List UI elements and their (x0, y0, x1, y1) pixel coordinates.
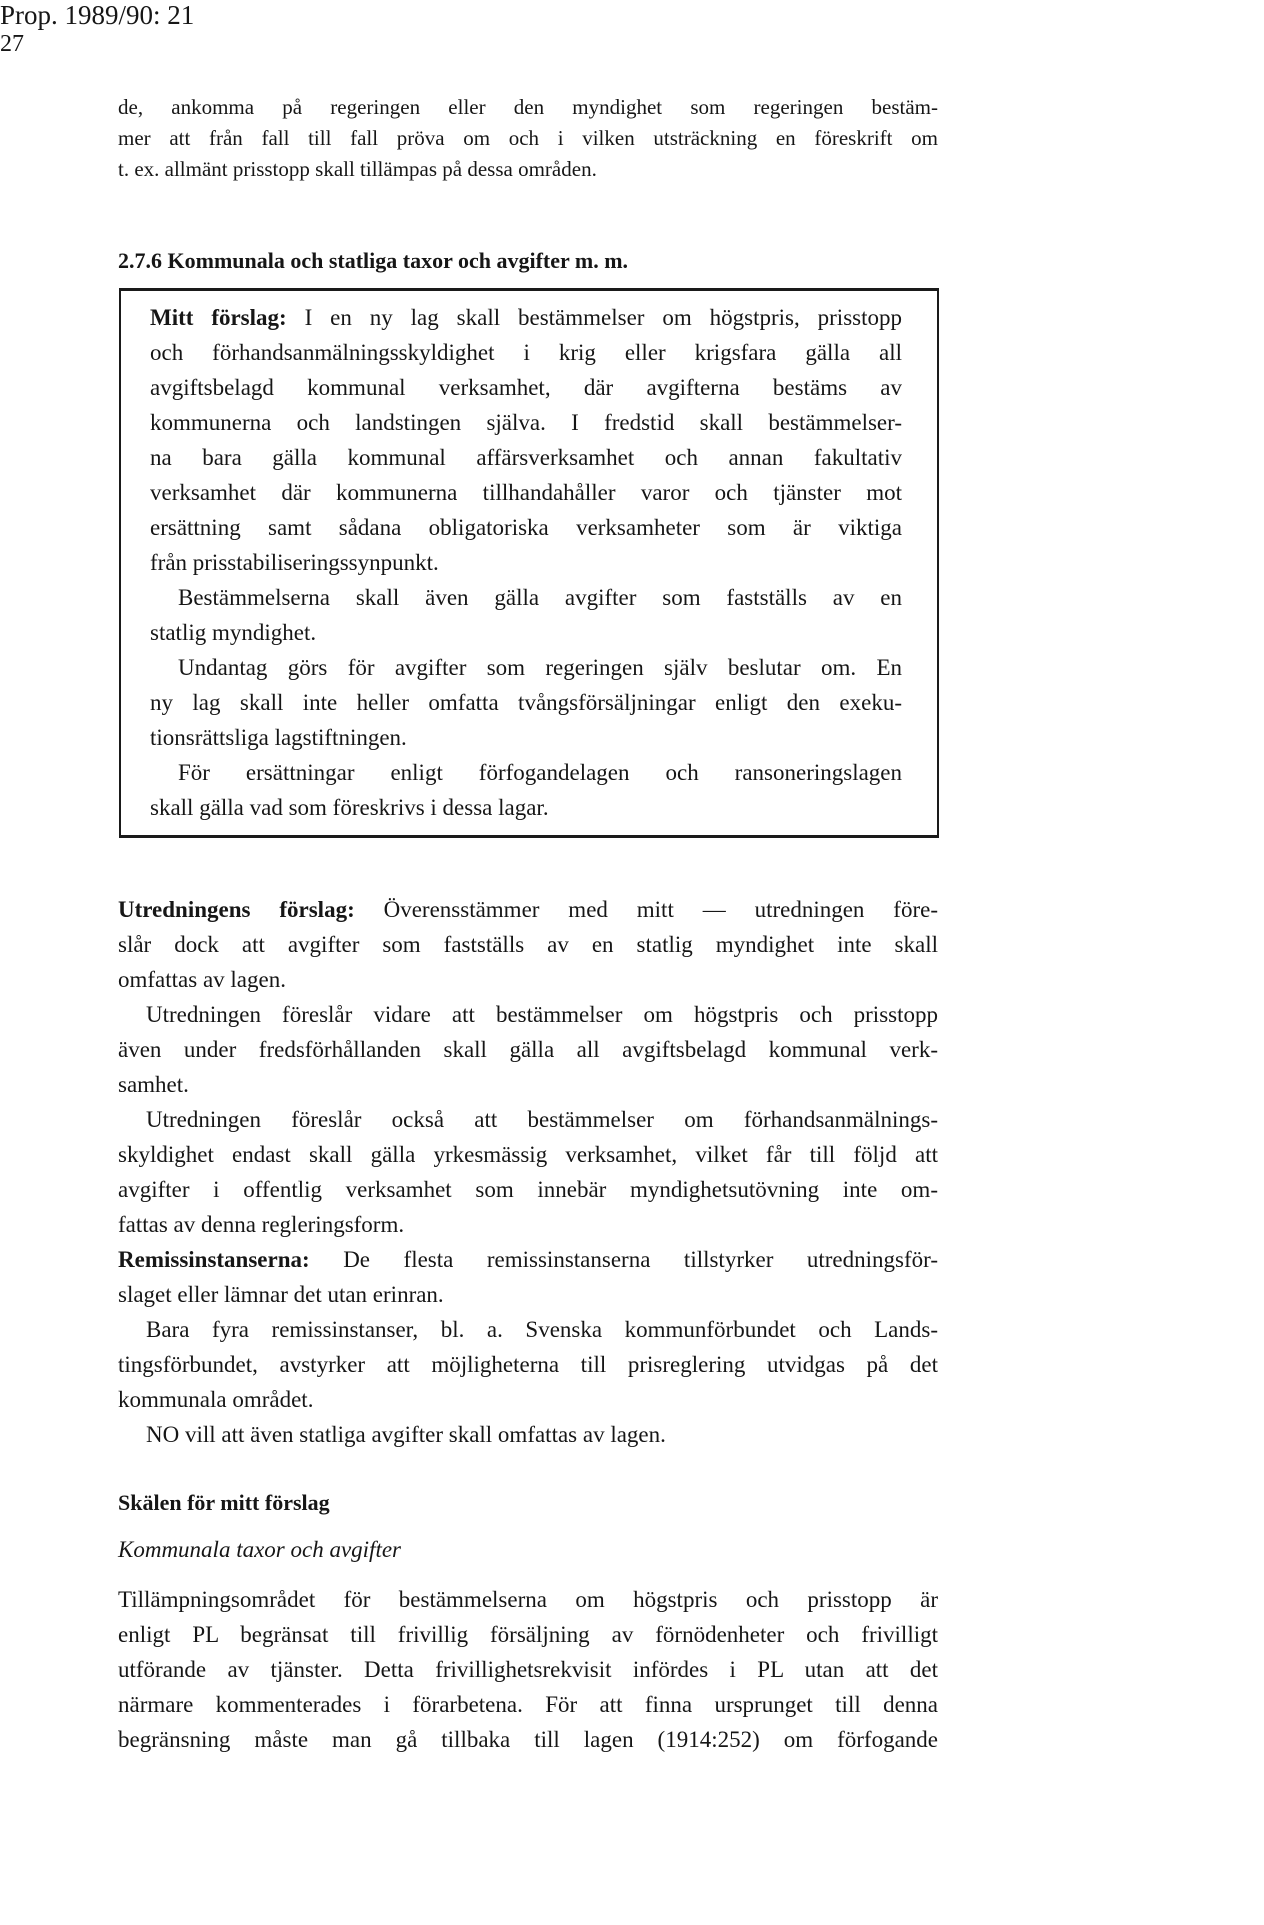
text-line: kommunala området. (118, 1387, 314, 1412)
committee-label: Utredningens förslag: (118, 897, 355, 922)
text-line: Utredningens förslag: Överensstämmer med mitt — utredningen före- (118, 897, 938, 922)
text-line: avgifter i offentlig verksamhet som innebär myndighetsutövning inte om- (118, 1177, 938, 1202)
section-heading: 2.7.6 Kommunala och statliga taxor och avgifter m. m. (118, 248, 629, 273)
text-line: Mitt förslag: I en ny lag skall bestämmelser om högstpris, prisstopp (150, 305, 902, 330)
text-line: skall gälla vad som föreskrivs i dessa lagar. (150, 795, 549, 820)
text-line: närmare kommenterades i förarbetena. För att finna ursprunget till denna (118, 1692, 938, 1717)
text-line: Bara fyra remissinstanser, bl. a. Svenska kommunförbundet och Lands- (146, 1317, 938, 1342)
page-number: 27 (0, 31, 24, 57)
text-line: Utredningen föreslår också att bestämmelser om förhandsanmälnings- (146, 1107, 938, 1132)
text-line: Undantag görs för avgifter som regeringen själv beslutar om. En (178, 655, 902, 680)
text-line: fattas av denna regleringsform. (118, 1212, 405, 1237)
text-line: NO vill att även statliga avgifter skall omfattas av lagen. (146, 1422, 666, 1447)
text-line: omfattas av lagen. (118, 967, 286, 992)
proposal-label: Mitt förslag: (150, 305, 287, 330)
text-line: begränsning måste man gå tillbaka till lagen (1914:252) om förfogande (118, 1727, 938, 1752)
text-line: Remissinstanserna: De flesta remissinstanserna tillstyrker utredningsför- (118, 1247, 938, 1272)
text-line: verksamhet där kommunerna tillhandahåller varor och tjänster mot (150, 480, 902, 505)
text-line: avgiftsbelagd kommunal verksamhet, där avgifterna bestäms av (150, 375, 902, 400)
text-line: tionsrättsliga lagstiftningen. (150, 725, 407, 750)
remiss-label: Remissinstanserna: (118, 1247, 310, 1272)
text-line: kommunerna och landstingen själva. I fredstid skall bestämmelser- (150, 410, 902, 435)
text-line: ny lag skall inte heller omfatta tvångsförsäljningar enligt den exeku- (150, 690, 902, 715)
text-line: slaget eller lämnar det utan erinran. (118, 1282, 444, 1307)
text-line: tingsförbundet, avstyrker att möjligheterna till prisreglering utvidgas på det (118, 1352, 938, 1377)
text-line: Utredningen föreslår vidare att bestämmelser om högstpris och prisstopp (146, 1002, 938, 1027)
text-line: statlig myndighet. (150, 620, 317, 645)
text-line: För ersättningar enligt förfogandelagen och ransoneringslagen (178, 760, 902, 785)
text-line: skyldighet endast skall gälla yrkesmässig verksamhet, vilket får till följd att (118, 1142, 938, 1167)
text-line: samhet. (118, 1072, 189, 1097)
running-head: Prop. 1989/90: 21 (0, 0, 195, 30)
text-line: slår dock att avgifter som fastställs av en statlig myndighet inte skall (118, 932, 938, 957)
text-line: de, ankomma på regeringen eller den myndighet som regeringen bestäm- (118, 95, 938, 119)
text-line: och förhandsanmälningsskyldighet i krig eller krigsfara gälla all (150, 340, 902, 365)
text-line: t. ex. allmänt prisstopp skall tillämpas på dessa områden. (118, 157, 597, 181)
text-line: na bara gälla kommunal affärsverksamhet och annan fakultativ (150, 445, 902, 470)
reasons-heading: Skälen för mitt förslag (118, 1490, 330, 1515)
text-line: även under fredsförhållanden skall gälla all avgiftsbelagd kommunal verk- (118, 1037, 938, 1062)
text-line: Bestämmelserna skall även gälla avgifter som fastställs av en (178, 585, 902, 610)
reasons-subheading: Kommunala taxor och avgifter (118, 1537, 401, 1562)
text-line: ersättning samt sådana obligatoriska verksamheter som är viktiga (150, 515, 902, 540)
text-line: enligt PL begränsat till frivillig försäljning av förnödenheter och frivilligt (118, 1622, 938, 1647)
text-line: från prisstabiliseringssynpunkt. (150, 550, 439, 575)
text-line: utförande av tjänster. Detta frivillighetsrekvisit infördes i PL utan att det (118, 1657, 938, 1682)
text-line: mer att från fall till fall pröva om och i vilken utsträckning en föreskrift om (118, 126, 938, 150)
text-line: Tillämpningsområdet för bestämmelserna om högstpris och prisstopp är (118, 1587, 938, 1612)
